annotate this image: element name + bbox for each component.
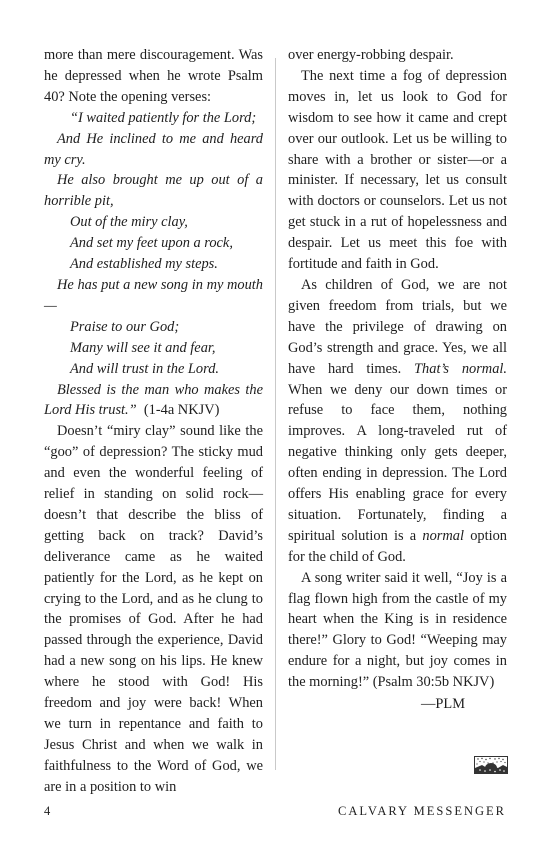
psalm-verse-line: Many will see it and fear, (70, 339, 216, 356)
psalm-verse-line: And set my feet upon a rock, (70, 235, 233, 252)
page-number: 4 (44, 804, 52, 818)
column-divider (275, 58, 276, 770)
psalm-verse-line (44, 380, 263, 422)
body-paragraph (288, 275, 507, 568)
left-column (44, 45, 263, 798)
psalm-verse-line: “I waited patiently for the Lord; (70, 109, 257, 126)
emphasis-text: That’s normal. (414, 360, 507, 377)
paragraph-text: As children of God, we are not given freedom from trials, but we have the privilege of drawing on God’s strength and grace. Yes, we all have hard times. (288, 276, 507, 377)
intro-paragraph: more than mere discouragement. Was he depressed when he wrote Psalm 40? Note the opening verses: (44, 47, 263, 105)
psalm-verse-line: Out of the miry clay, (70, 214, 188, 231)
author-signature: —PLM (421, 696, 465, 713)
paragraph-text: option for the child of God. (288, 527, 507, 565)
body-paragraph: A song writer said it well, “Joy is a flag flown high from the castle of my heart when the King is in residence there!” Glory to God! “Weeping may endure for a night, but joy comes in the morning!” (Psalm 30:5b NKJV) (288, 569, 507, 691)
psalm-verse-line: Praise to our God; (70, 318, 180, 335)
emphasis-text: normal (422, 527, 464, 544)
verse-reference: (1-4a NKJV) (143, 402, 220, 419)
page-footer (44, 804, 506, 824)
body-paragraph: Doesn’t “miry clay” sound like the “goo” of depression? The sticky mud and even the wonderful feeling of relief in standing on solid rock—doesn’t that describe the bliss of getting back on track? David’s deliverance came as he waited patiently for the Lord, as he kept on crying to the Lord, and as he clung to the promises of God. After he had passed through the experience, David had a new song on his lips. He knew where he stood with God! His freedom and joy were back! When we turn in repentance and faith to Jesus Christ and when we walk in faithfulness to the Word of God, we are in a position to win (44, 423, 263, 795)
sunrise-landscape-icon (474, 756, 508, 774)
psalm-verse-line: And He inclined to me and heard my cry. (44, 130, 263, 168)
paragraph-text: When we deny our down times or refuse to face them, nothing improves. A long-traveled rut of negative thinking only gets deeper, often ending in depression. The Lord offers His enabling grace for every situation. Fortunately, finding a spiritual solution is a (288, 381, 507, 544)
psalm-verse-line: He has put a new song in my mouth— (44, 276, 263, 314)
publication-title: CALVARY MESSENGER (338, 804, 506, 818)
psalm-verse-line: He also brought me up out of a horrible pit, (44, 172, 263, 210)
psalm-verse-text: Blessed is the man who makes the Lord His trust.” (44, 381, 263, 419)
continued-text: over energy-robbing despair. (288, 47, 454, 63)
body-paragraph: The next time a fog of depression moves in, let us look to God for wisdom to see how it came and crept over our outlook. Let us be willing to share with a brother or sister—or a minister. If necessary, let us consult with doctors or counselors. Let us not get stuck in a rut of hopelessness and despair. Let us meet this foe with fortitude and faith in God. (288, 67, 507, 273)
psalm-verse-line: And will trust in the Lord. (70, 360, 219, 377)
psalm-verse-line: And established my steps. (70, 256, 218, 273)
right-column (288, 45, 507, 715)
